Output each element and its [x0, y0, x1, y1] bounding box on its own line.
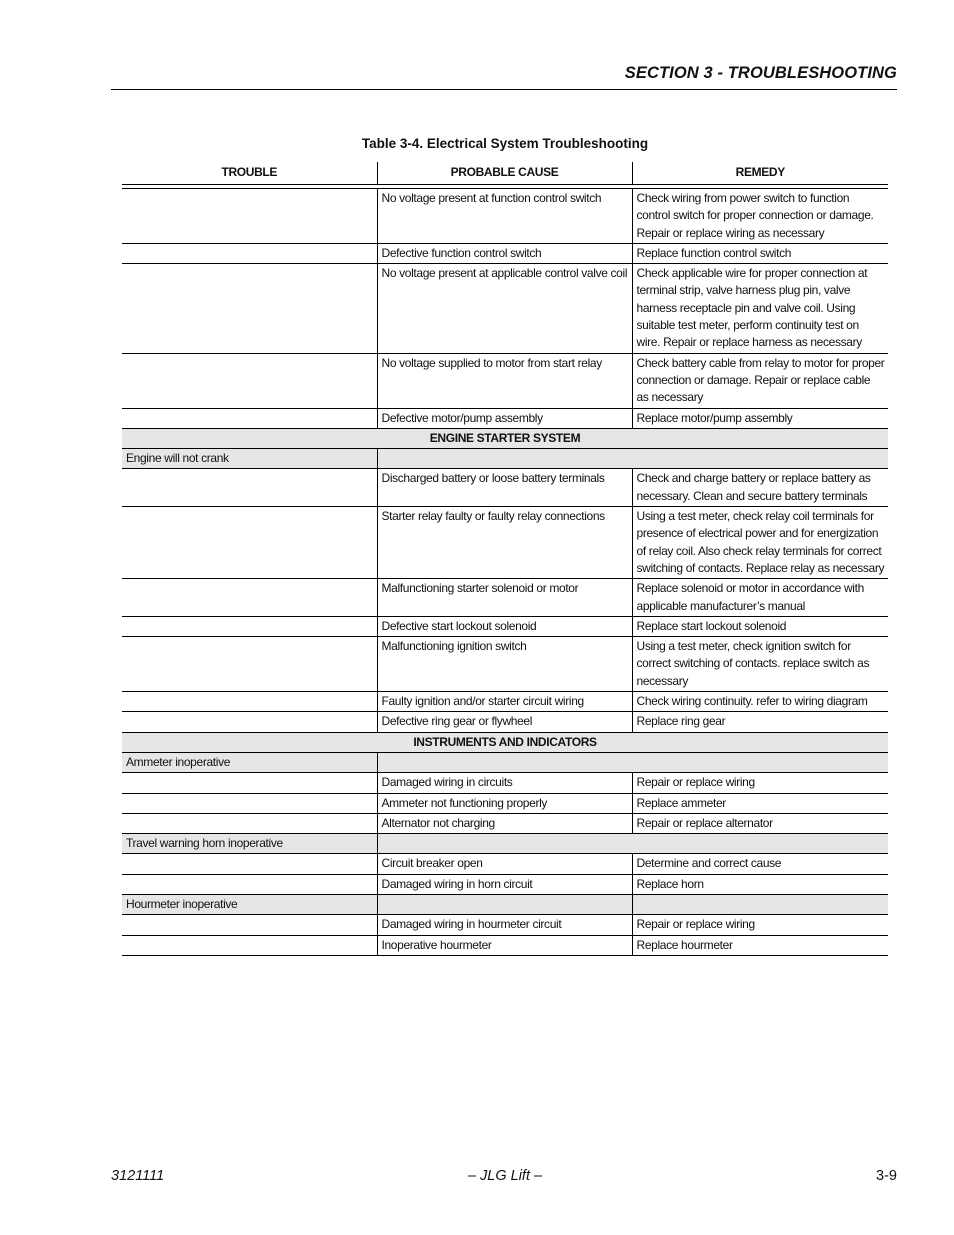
trouble-row-blank: [377, 894, 632, 914]
probable-cause-cell: Circuit breaker open: [377, 854, 632, 874]
trouble-cell: [122, 692, 377, 712]
remedy-cell: Replace ring gear: [632, 712, 888, 732]
probable-cause-cell: Malfunctioning ignition switch: [377, 637, 632, 692]
table-row: [122, 637, 888, 692]
remedy-cell: Replace motor/pump assembly: [632, 408, 888, 428]
remedy-cell: Using a test meter, check ignition switch for correct switching of contacts. replace switch as necessary: [632, 637, 888, 692]
remedy-cell: Replace solenoid or motor in accordance with applicable manufacturer’s manual: [632, 579, 888, 617]
trouble-row-blank: [377, 834, 888, 854]
trouble-cell: [122, 616, 377, 636]
probable-cause-cell: Damaged wiring in hourmeter circuit: [377, 915, 632, 935]
table-row: [122, 189, 888, 244]
trouble-cell: [122, 507, 377, 579]
trouble-cell: [122, 637, 377, 692]
trouble-row: [122, 894, 888, 914]
table-row: [122, 353, 888, 408]
remedy-cell: Check wiring continuity. refer to wiring diagram: [632, 692, 888, 712]
table-row: [122, 712, 888, 732]
trouble-cell: [122, 264, 377, 353]
publisher: – JLG Lift –: [467, 1168, 543, 1184]
trouble-cell: [122, 189, 377, 244]
column-header-trouble: TROUBLE: [122, 162, 377, 185]
probable-cause-cell: No voltage present at function control switch: [377, 189, 632, 244]
probable-cause-cell: Alternator not charging: [377, 813, 632, 833]
probable-cause-cell: Faulty ignition and/or starter circuit wiring: [377, 692, 632, 712]
table-row: [122, 813, 888, 833]
trouble-cell: [122, 579, 377, 617]
probable-cause-cell: Defective function control switch: [377, 243, 632, 263]
probable-cause-cell: Damaged wiring in circuits: [377, 773, 632, 793]
table-header: [122, 162, 888, 189]
trouble-row-blank: [377, 752, 888, 772]
table-row: [122, 408, 888, 428]
table-row: [122, 854, 888, 874]
trouble-row: [122, 752, 888, 772]
section-row-blank: [632, 428, 888, 448]
remedy-cell: Check battery cable from relay to motor for proper connection or damage. Repair or replace cable as necessary: [632, 353, 888, 408]
table-row: [122, 915, 888, 935]
remedy-cell: Using a test meter, check relay coil terminals for presence of electrical power and for energization of relay coil. Also check relay terminals for correct switching of contacts. Replace relay as necessary: [632, 507, 888, 579]
remedy-cell: Check applicable wire for proper connection at terminal strip, valve harness plug pin, valve harness receptacle pin and valve coil. Using suitable test meter, perform continuity test on wire. Repair or replace harness as necessary: [632, 264, 888, 353]
probable-cause-cell: Defective ring gear or flywheel: [377, 712, 632, 732]
trouble-cell: Travel warning horn inoperative: [122, 834, 377, 854]
table-row: [122, 507, 888, 579]
section-row-blank: [122, 732, 377, 752]
probable-cause-cell: No voltage present at applicable control valve coil: [377, 264, 632, 353]
table-row: [122, 579, 888, 617]
remedy-cell: Repair or replace wiring: [632, 915, 888, 935]
remedy-cell: Replace function control switch: [632, 243, 888, 263]
trouble-cell: [122, 793, 377, 813]
probable-cause-cell: Damaged wiring in horn circuit: [377, 874, 632, 894]
trouble-cell: [122, 915, 377, 935]
table-row: [122, 264, 888, 353]
column-header-probable-cause: PROBABLE CAUSE: [377, 162, 632, 185]
trouble-row: [122, 449, 888, 469]
remedy-cell: Determine and correct cause: [632, 854, 888, 874]
section-row: [122, 428, 888, 448]
probable-cause-cell: Inoperative hourmeter: [377, 935, 632, 955]
section-row-blank: [632, 732, 888, 752]
table-row: [122, 935, 888, 955]
page-number: 3-9: [876, 1168, 897, 1184]
document-number: 3121111: [111, 1168, 165, 1184]
remedy-cell: Repair or replace alternator: [632, 813, 888, 833]
header-rule: [111, 89, 897, 90]
probable-cause-cell: Ammeter not functioning properly: [377, 793, 632, 813]
trouble-cell: [122, 773, 377, 793]
table-body: [122, 189, 888, 956]
trouble-cell: [122, 243, 377, 263]
table-row: [122, 243, 888, 263]
section-row-blank: [122, 428, 377, 448]
probable-cause-cell: Defective start lockout solenoid: [377, 616, 632, 636]
remedy-cell: Replace ammeter: [632, 793, 888, 813]
remedy-cell: Check wiring from power switch to function control switch for proper connection or damage. Repair or replace wiring as necessary: [632, 189, 888, 244]
table-row: [122, 616, 888, 636]
column-header-remedy: REMEDY: [632, 162, 888, 185]
section-title: SECTION 3 - TROUBLESHOOTING: [624, 64, 897, 82]
probable-cause-cell: No voltage supplied to motor from start relay: [377, 353, 632, 408]
remedy-cell: Repair or replace wiring: [632, 773, 888, 793]
remedy-cell: Check and charge battery or replace battery as necessary. Clean and secure battery terminals: [632, 469, 888, 507]
probable-cause-cell: Starter relay faulty or faulty relay connections: [377, 507, 632, 579]
trouble-cell: [122, 854, 377, 874]
trouble-cell: Ammeter inoperative: [122, 752, 377, 772]
remedy-cell: Replace hourmeter: [632, 935, 888, 955]
trouble-cell: [122, 874, 377, 894]
table-row: [122, 874, 888, 894]
section-label: INSTRUMENTS AND INDICATORS: [377, 732, 632, 752]
table-title: Table 3-4. Electrical System Troubleshooting: [361, 136, 649, 151]
section-label: ENGINE STARTER SYSTEM: [377, 428, 632, 448]
trouble-row-blank: [632, 894, 888, 914]
trouble-cell: Engine will not crank: [122, 449, 377, 469]
table-row: [122, 692, 888, 712]
remedy-cell: Replace horn: [632, 874, 888, 894]
remedy-cell: Replace start lockout solenoid: [632, 616, 888, 636]
trouble-cell: [122, 813, 377, 833]
trouble-cell: [122, 408, 377, 428]
trouble-cell: [122, 353, 377, 408]
troubleshooting-table: [122, 162, 888, 956]
table-row: [122, 773, 888, 793]
table-row: [122, 469, 888, 507]
probable-cause-cell: Malfunctioning starter solenoid or motor: [377, 579, 632, 617]
probable-cause-cell: Defective motor/pump assembly: [377, 408, 632, 428]
probable-cause-cell: Discharged battery or loose battery terminals: [377, 469, 632, 507]
trouble-cell: [122, 712, 377, 732]
trouble-cell: [122, 935, 377, 955]
trouble-cell: [122, 469, 377, 507]
section-row: [122, 732, 888, 752]
table-row: [122, 793, 888, 813]
trouble-row: [122, 834, 888, 854]
trouble-cell: Hourmeter inoperative: [122, 894, 377, 914]
trouble-row-blank: [377, 449, 888, 469]
